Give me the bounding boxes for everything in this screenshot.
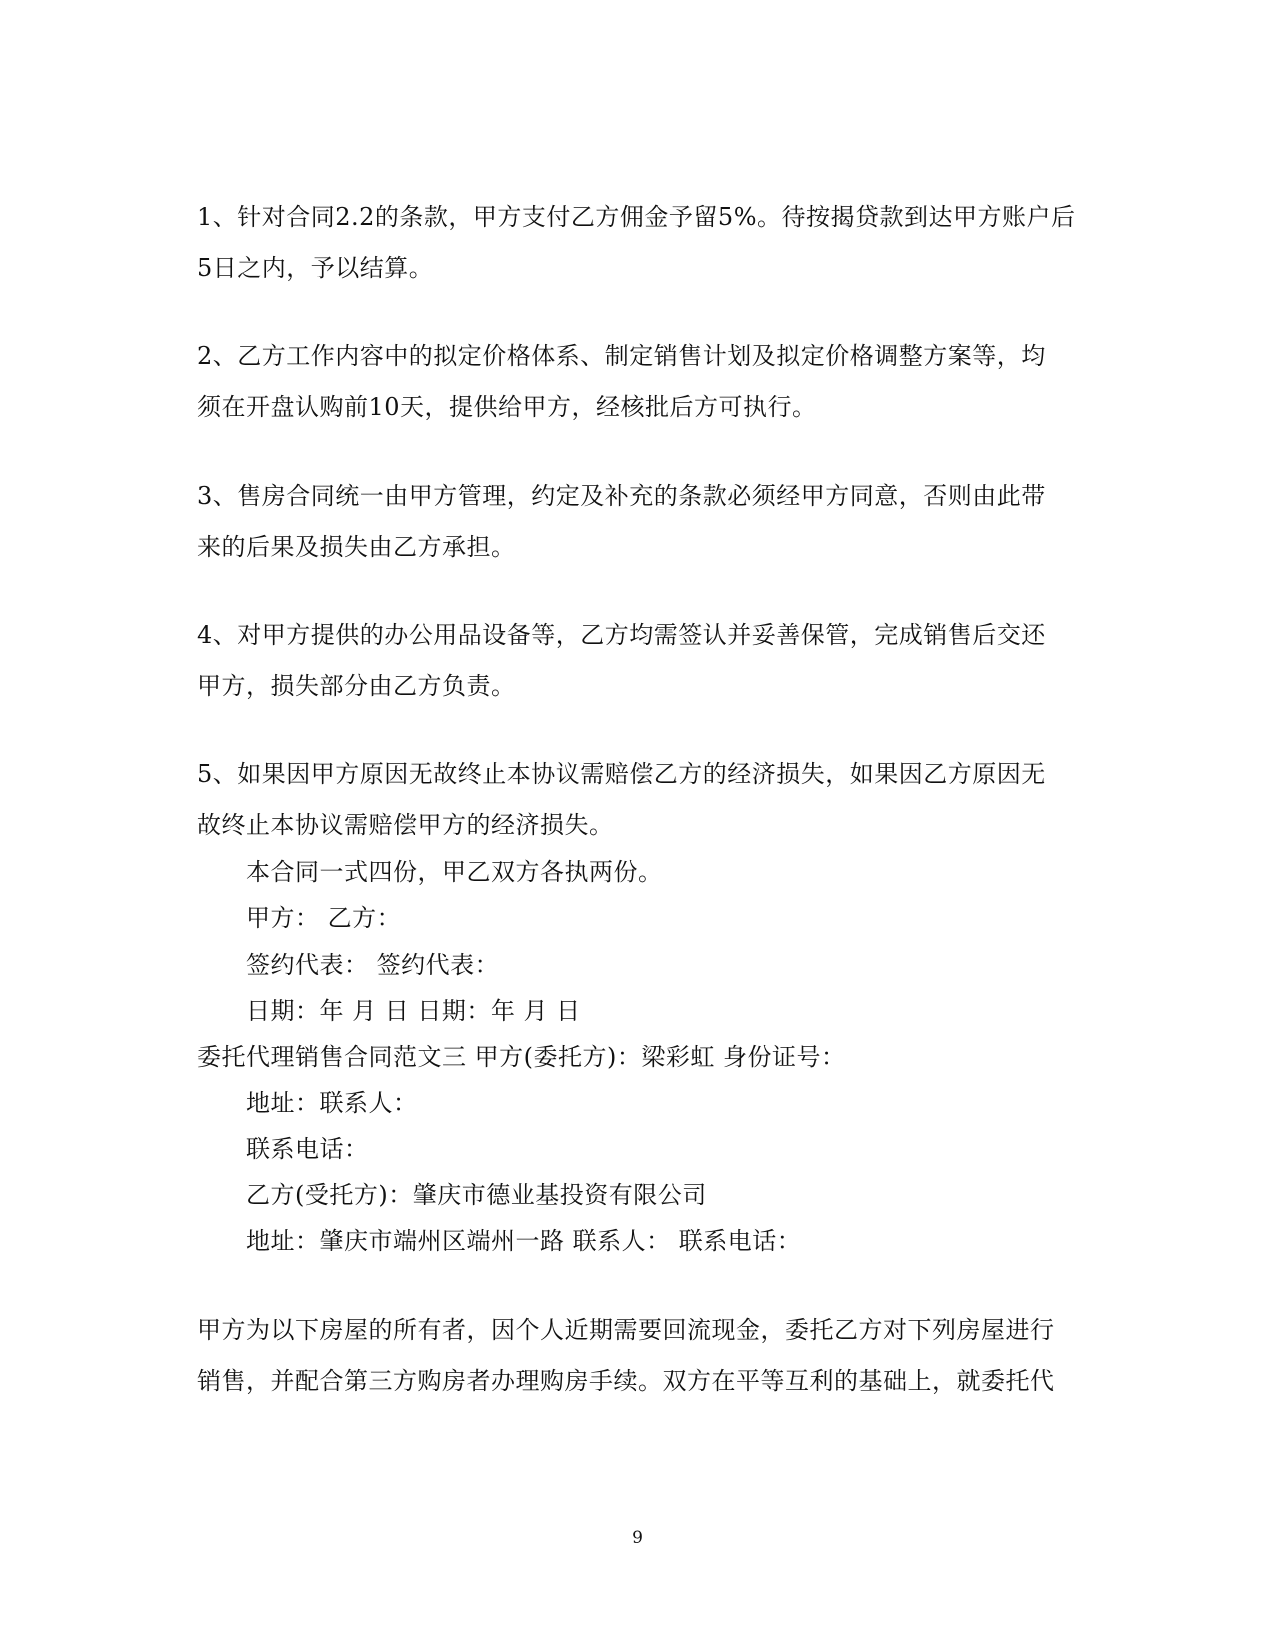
preamble-line-1: 甲方为以下房屋的所有者，因个人近期需要回流现金，委托乙方对下列房屋进行	[197, 1316, 1055, 1344]
party-b-line: 乙方(受托方)：肇庆市德业基投资有限公司	[246, 1181, 707, 1209]
copies-statement: 本合同一式四份，甲乙双方各执两份。	[246, 858, 663, 886]
clause-4-line-1: 4、对甲方提供的办公用品设备等，乙方均需签认并妥善保管，完成销售后交还	[197, 621, 1046, 649]
section-title-line: 委托代理销售合同范文三 甲方(委托方)：梁彩虹 身份证号：	[197, 1043, 846, 1071]
clause-2-line-2: 须在开盘认购前10天，提供给甲方，经核批后方可执行。	[197, 393, 817, 421]
party-b-address-line: 地址：肇庆市端州区端州一路 联系人： 联系电话：	[246, 1227, 802, 1255]
clause-1-line-1: 1、针对合同2.2的条款，甲方支付乙方佣金予留5%。待按揭贷款到达甲方账户后	[197, 203, 1076, 231]
party-a-address-line: 地址：联系人：	[246, 1089, 418, 1117]
page-number: 9	[632, 1528, 643, 1548]
clause-1-line-2: 5日之内，予以结算。	[197, 254, 434, 282]
clause-5-line-2: 故终止本协议需赔偿甲方的经济损失。	[197, 811, 614, 839]
preamble-line-2: 销售，并配合第三方购房者办理购房手续。双方在平等互利的基础上，就委托代	[197, 1367, 1055, 1395]
parties-line: 甲方： 乙方：	[246, 904, 402, 932]
clause-3-line-2: 来的后果及损失由乙方承担。	[197, 533, 516, 561]
clause-3-line-1: 3、售房合同统一由甲方管理，约定及补充的条款必须经甲方同意，否则由此带	[197, 482, 1046, 510]
date-line: 日期：年 月 日 日期：年 月 日	[246, 997, 581, 1025]
party-a-phone-line: 联系电话：	[246, 1135, 369, 1163]
signatory-line: 签约代表： 签约代表：	[246, 951, 500, 979]
clause-2-line-1: 2、乙方工作内容中的拟定价格体系、制定销售计划及拟定价格调整方案等，均	[197, 342, 1046, 370]
clause-5-line-1: 5、如果因甲方原因无故终止本协议需赔偿乙方的经济损失，如果因乙方原因无	[197, 760, 1046, 788]
clause-4-line-2: 甲方，损失部分由乙方负责。	[197, 672, 516, 700]
